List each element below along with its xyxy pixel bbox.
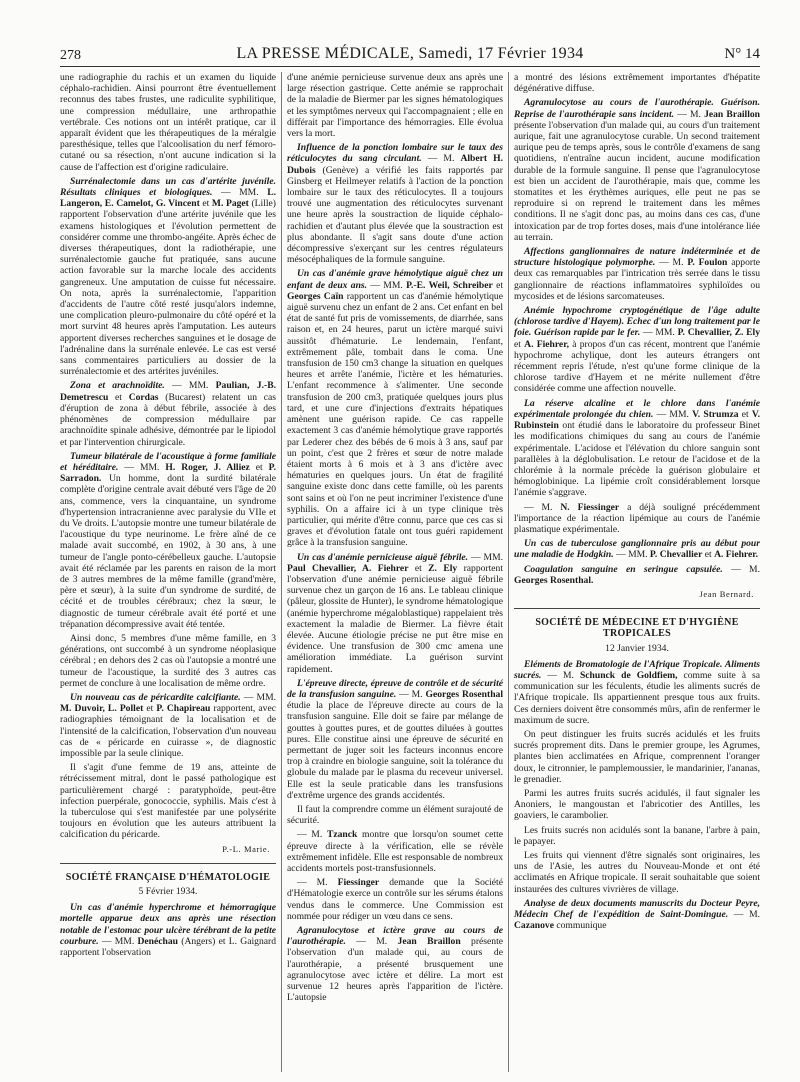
- article-title: Tumeur bilatérale de l'acoustique à forme familiale et héréditaire.: [60, 450, 276, 473]
- article-authors: A. Fiehrer,: [524, 338, 569, 350]
- article-title: Affections ganglionnaires de nature indéterminée et de structure histologique polymorphe.: [514, 246, 760, 269]
- issue-number: N° 14: [724, 46, 760, 62]
- article: [287, 925, 503, 1003]
- article: [514, 305, 760, 395]
- article: [60, 176, 276, 378]
- article-authors: Georges Rosenthal.: [514, 574, 594, 586]
- article-title: Surrénalectomie dans un cas d'artérite juvénile. Résultats cliniques et biologiques.: [60, 175, 276, 199]
- article-authors: L. Langeron, E. Camelot, G. Vincent: [60, 187, 276, 210]
- article: [287, 552, 503, 675]
- section-date: 5 Février 1934.: [138, 886, 198, 898]
- article-title: Un cas d'anémie pernicieuse aiguë fébrile.: [297, 551, 469, 563]
- separator: — MM.: [613, 549, 650, 561]
- article-authors: M. Duvoir, L. Pollet: [60, 703, 144, 715]
- separator: — M.: [728, 909, 760, 921]
- article-title: L'épreuve directe, épreuve de contrôle et de sécurité de la transfusion sanguine.: [287, 677, 503, 700]
- article-authors: M. Paget: [211, 198, 249, 210]
- column-1: [60, 72, 276, 1074]
- article-authors: H. Roger, J. Alliez: [165, 461, 250, 473]
- article-authors: Albert H. Dubois: [287, 153, 503, 176]
- separator: — M.: [541, 669, 580, 681]
- article-title: Anémie hypochrome cryptogénétique de l'âge adulte (chlorose tardive d'Hayem). Echec d'un long traitement par le foie. Guérison rapide par le fer.: [514, 305, 760, 339]
- article-text: a déjà souligné précédemment l'importance de la réaction lipémique au cours de l'anémie plasmatique expérimentale.: [514, 501, 760, 535]
- paragraph: une radiographie du rachis et un examen du liquide céphalo-rachidien. Ainsi pourront être éventuellement reconnus des tabes frustes, une radiculite syphilitique, une compression médullaire, une arthropathie vertébrale. Ces notions ont un intérêt pratique, car il apparaît évident que les thérapeutiques de la méralgie paresthésique, telles que l'alcoolisation du nerf fémoro-cutané ou sa résection, n'ont aucune indication si la cause de l'affection est d'origine radiculaire.: [60, 72, 276, 173]
- article-authors: P.-E. Weil, Schreiber: [406, 279, 493, 291]
- article: [514, 398, 760, 499]
- article-text: (Lille) rapportent l'observation d'une artérite juvénile que les examens histologiques et l'évolution permettent de considérer comme une thrombo-angéite. Après échec de diverses thérapeutiques, dont la radiothérapie, une surrénalectomie gauche fut pratiquée, sans aucune action favorable sur la marche locale des accidents gangreneux. Une amputation de cuisse fut nécessaire. On nota, après la surrénalectomie, l'apparition d'accidents de l'autre côté resté jusqu'alors indemne, une complication pleuro-pulmonaire du côté opéré et la mort survint 48 heures après l'amputation. Les auteurs apportent diverses recherches sanguines et le dosage de l'adrénaline dans la surrénale enlevée. Le cas est versé sans commentaires particuliers au dossier de la surrénalectomie et des artérites juvéniles.: [60, 198, 276, 378]
- article: [514, 659, 760, 726]
- separator: — M.: [674, 108, 705, 120]
- article: [514, 538, 760, 560]
- separator: — M.: [345, 936, 398, 948]
- article: [60, 380, 276, 447]
- article-authors: Georges Rosenthal: [425, 688, 503, 700]
- paragraph: Les fruits sucrés non acidulés sont la banane, l'arbre à pain, le papayer.: [514, 824, 760, 847]
- article-authors: N. Fiessinger: [560, 501, 620, 513]
- article-title: Coagulation sanguine en seringue capsulée.: [524, 563, 723, 575]
- column-2: [287, 72, 503, 1074]
- conjunction: et: [143, 703, 157, 715]
- article-authors: Cordas: [128, 391, 159, 403]
- conjunction: et: [702, 549, 715, 561]
- separator: — MM.: [98, 935, 138, 947]
- paragraph: a montré des lésions extrêmement importantes d'hépatite dégénérative diffuse.: [514, 72, 760, 95]
- page-header: [60, 44, 760, 67]
- article-text: étudie la place de l'épreuve directe au cours de la transfusion sanguine. Elle doit se faire par mélange de gouttes à gouttes pures, et de gouttes diluées à gouttes pures. Elle constitue ainsi une épreuve de sécurité en permettant de juger soit les facteurs inconnus encore trop à craindre en biologie sanguine, soit la tolérance du globule du malade par le plasma du receveur universel. Elle est la seule praticable dans les transfusions d'extrême urgence des grands accidentés.: [287, 700, 503, 801]
- article: [60, 902, 276, 958]
- article-authors: P. Foulon: [687, 257, 728, 269]
- separator: — MM.: [164, 380, 216, 392]
- separator: — MM.: [118, 461, 166, 473]
- paragraph: d'une anémie pernicieuse survenue deux ans après une large résection gastrique. Cette anémie se rapprochait de la maladie de Biermer par les signes hématologiques et les symptômes nerveux qui l'accompagnaient ; elle en différait par l'importance des hémorragies. Elle évolua vers la mort.: [287, 72, 503, 140]
- article-text: communique: [553, 920, 607, 932]
- separator: — MM.: [653, 408, 693, 420]
- article: [287, 877, 503, 922]
- article: [514, 898, 760, 932]
- article-authors: Schunck de Goldfiem,: [579, 669, 678, 681]
- article-text: (Genève) a vérifié les faits rapportés par Ginsberg et Heilmeyer relatifs à l'action de la ponction lombaire sur le taux des réticulocytes. Il a toujours trouvé une augmentation des réticulocytes survenant une heure après la soustraction de liquide céphalo-rachidien et d'autant plus élevée que la soustraction est plus abondante. Il s'agit sans doute d'une action décompressive s'exerçant sur les centres régulateurs mésocéphaliques de la formule sanguine.: [287, 164, 503, 266]
- article-title: Influence de la ponction lombaire sur le taux des réticulocytes du sang circulant.: [287, 142, 503, 165]
- article: [287, 268, 503, 548]
- paragraph: Ainsi donc, 5 membres d'une même famille, en 3 générations, ont succombé à un syndrome néoplasique cérébral ; en dehors des 2 cas où l'autopsie a montré une tumeur de l'acoustique, la surdité des 3 autres cas permet de conclure à une localisation de même ordre.: [60, 632, 276, 689]
- article: [287, 829, 503, 874]
- separator: — M.: [722, 563, 760, 575]
- article: [514, 246, 760, 302]
- article: [60, 692, 276, 759]
- conjunction: et: [408, 562, 429, 574]
- article-text: (Angers) et L. Gaignard rapportent l'observation: [60, 935, 276, 959]
- article-text: présente l'observation d'un malade qui, au cours d'un traitement aurique, fait une agranulocytose curable. Un second traitement aurique peu de temps après, sous le contrôle d'examens de sang quotidiens, n'entraîne aucun incident, aucune modification durable de la formule sanguine. Il pense que l'agranulocytose est bien un accident de l'aurothérapie, mais que, comme les stomatites et les érythèmes auriques, elle peut ne pas se reproduire si on reprend le traitement dans les mêmes conditions. Il ne s'agit donc pas, au moins dans ces cas, d'une intoxication par de trop fortes doses, mais d'une intolérance liée au terrain.: [514, 119, 760, 243]
- paragraph: Parmi les autres fruits sucrés acidulés, il faut signaler les Anoniers, le mangoustan et l'abricotier des Antilles, les goaviers, le carambolier.: [514, 787, 760, 822]
- article-title: Un cas d'anémie grave hémolytique aiguë chez un enfant de deux ans.: [287, 268, 503, 291]
- article-text: rapportent l'observation d'une anémie pernicieuse aiguë fébrile survenue chez un garçon de 16 ans. Le tableau clinique (pâleur, glossite de Hunter), le syndrome hématologique (anémie hyperchrome mégaloblastique) rappelaient très exactement la maladie de Biermer. La fièvre était élevée. Aucune étiologie précise ne put être mise en évidence. Une transfusion de 300 cmc amena une amélioration immédiate. La guérison survint rapidement.: [287, 562, 503, 675]
- section-heading: SOCIÉTÉ FRANÇAISE D'HÉMATOLOGIE: [60, 863, 276, 883]
- article: [287, 678, 503, 801]
- conjunction: et: [738, 408, 752, 420]
- article-text: demande que la Société d'Hématologie exerce un contrôle sur les sérums étalons vendus dans le commerce. Une Commission est nommée pour rédiger un vœu dans ce sens.: [287, 877, 503, 922]
- journal-title: LA PRESSE MÉDICALE, Samedi, 17 Février 1934: [236, 45, 584, 62]
- article-title: Un nouveau cas de péricardite calcifiante.: [70, 691, 241, 703]
- paragraph: Les fruits qui viennent d'être signalés sont originaires, les uns de l'Asie, les autres du Nouveau-Monde et ont été acclimatés en Afrique tropicale. Il serait souhaitable que soient instaurées des cultures vivrières de village.: [514, 850, 760, 895]
- column-rule: [281, 72, 282, 1072]
- article-text: à propos d'un cas récent, montrent que l'anémie hypochrome achylique, dont les auteurs étrangers ont récemment repris l'étude, n'est qu'une forme clinique de la chlorose tardive d'Hayem et ne mérite nullement d'être considérée comme une affection nouvelle.: [514, 338, 760, 395]
- conjunction: et: [514, 338, 525, 350]
- article-title: Un cas de tuberculose ganglionnaire pris au début pour une maladie de Hodgkin.: [514, 538, 760, 561]
- article-text: présente l'observation d'un malade qui, au cours de l'aurothérapie, a présenté brusquement une agranulocytose avec ictère et délire. La mort est survenue 12 heures après l'apparition de l'ictère. L'autopsie: [287, 936, 503, 1004]
- article: [514, 564, 760, 586]
- author-signature: P.-L. Marie.: [222, 843, 270, 854]
- column-3: [514, 72, 760, 1074]
- paragraph: Il faut la comprendre comme un élément surajouté de sécurité.: [287, 804, 503, 827]
- article-authors: P. Chapireau: [156, 703, 211, 715]
- article-title: La réserve alcaline et le chlore dans l'anémie expérimentale prolongée du chien.: [514, 397, 760, 420]
- separator: — MM.: [468, 551, 503, 563]
- article-authors: P. Sarradon.: [60, 461, 276, 485]
- article-authors: Tzanck: [326, 829, 358, 841]
- article-authors: Jean Braillon: [704, 108, 760, 120]
- section-date: 12 Janvier 1934.: [605, 642, 669, 654]
- article-authors: Paul Chevallier, A. Fiehrer: [287, 562, 409, 574]
- separator: — MM.: [240, 691, 276, 703]
- article-title: Agranulocytose et ictère grave au cours de l'aurothérapie.: [287, 925, 503, 948]
- article-authors: A. Fiehrer.: [714, 549, 759, 561]
- column-rule: [508, 72, 509, 1072]
- separator: — MM.: [212, 187, 268, 199]
- article: [287, 142, 503, 265]
- article-title: Un cas d'anémie hyperchrome et hémorragique mortelle apparue deux ans après une résection notable de l'estomac pour ulcère térébrant de la petite courbure.: [60, 902, 276, 947]
- conjunction: et: [108, 391, 129, 403]
- article-title: Zona et arachnoïdite.: [70, 380, 165, 392]
- article-authors: Z. Ely: [428, 562, 458, 574]
- paragraph: Il s'agit d'une femme de 19 ans, atteinte de rétrécissement mitral, dont le passé pathologique est particulièrement chargé : paratyphoïde, peut-être infection puerpérale, gonococcie, syphilis. Mais c'est à la tuberculose qui s'est manifestée par une polysérite toujours en évolution que les auteurs attribuent la calcification du péricarde.: [60, 762, 276, 841]
- article-authors: P. Chevallier: [649, 549, 703, 561]
- section-heading: SOCIÉTÉ DE MÉDECINE ET D'HYGIÈNE TROPICALES: [514, 608, 760, 639]
- article-text: (Bucarest) relatent un cas d'éruption de zona à début fébrile, associée à des phénomènes de compression médullaire par arachnoïdite spinale adhésive, démontrée par le lipiodol et par l'intervention chirurgicale.: [60, 391, 276, 448]
- article-text: rapportent, avec radiographies témoignant de la localisation et de l'intensité de la calcification, l'observation d'un nouveau cas de « péricarde en cuirasse », de diagnostic impossible par la seule clinique.: [60, 703, 276, 759]
- article-authors: Georges Caïn: [287, 290, 344, 302]
- separator: — MM.: [640, 327, 678, 339]
- article-authors: Cazanove: [514, 920, 554, 932]
- separator: — M.: [396, 688, 426, 700]
- article: [514, 97, 760, 243]
- article-text: comme suite à sa communication sur les féculents, étudie les aliments sucrés de l'Afrique tropicale. Ils appartiennent presque tous aux fruits. Ces derniers doivent être consommés mûrs, afin de renfermer le maximum de sucre.: [514, 669, 760, 726]
- article: [514, 502, 760, 536]
- page-number: 278: [60, 48, 81, 63]
- separator: — M.: [297, 877, 338, 889]
- article-title: Analyse de deux documents manuscrits du Docteur Peyre, Médecin Chef de l'expédition de Saint-Domingue.: [514, 897, 760, 921]
- conjunction: et: [492, 279, 503, 291]
- article-text: ont étudié dans le laboratoire du professeur Binet les modifications chimiques du sang au cours de l'anémie expérimentale. L'acidose et l'élévation du chlore sanguin sont parallèles à la déglobulisation. Le retour de l'acidose et de la chlorémie à la normale précède la guérison globulaire et hémoglobinique. La lipémie croît considérablement lorsque l'anémie s'aggrave.: [514, 420, 760, 499]
- article-authors: V. Strumza: [692, 408, 739, 420]
- conjunction: et: [199, 198, 212, 210]
- article-authors: Fiessinger: [337, 877, 380, 889]
- separator: — M.: [297, 829, 327, 841]
- article-text: rapportent un cas d'anémie hémolytique aiguë survenu chez un enfant de 2 ans. Cet enfant en bel état de santé fut pris de vomissements, de diarrhée, sans raison et, en 24 heures, parut un ictère marqué suivi aussitôt d'hématurie. Le lendemain, l'enfant, extrêmement pâle, tombait dans le coma. Une transfusion de 150 cm3 change la situation en quelques heures et arrête l'anémie, l'ictère et les hématuries. L'enfant recommence à s'alimenter. Une seconde transfusion de 200 cm3, pratiquée quelques jours plus tard, et une cure d'injections d'extraits hépatiques amènent une guérison rapide. Ce cas rappelle exactement 3 cas d'anémie hémolytique grave rapportés par Lederer chez des bébés de 6 mois à 3 ans, sauf par un point, c'est que 2 frères et sœur de notre malade étaient morts à 6 mois et à 3 ans d'ictère avec hématuries en quelques jours. Un état de fragilité sanguine existe donc dans cette famille, où les parents sont sains et où l'on ne peut incriminer l'existence d'une syphilis. On a affaire ici à un type clinique très particulier, qui mérite d'être connu, parce que ces cas si graves et d'évolution fatale ont tous guéri rapidement grâce à la transfusion sanguine.: [287, 290, 503, 549]
- article-text: apporte deux cas remarquables par l'intrication très serrée dans le tissu ganglionnaire de réactions inflammatoires syphiloïdes ou mycosides et de lésions sarcomateuses.: [514, 257, 760, 302]
- article-text: Un homme, dont la surdité bilatérale complète d'origine centrale avait débuté vers l'âge de 20 ans, commence, vers la cinquantaine, un syndrome d'hypertension intracranienne avec paralysie du VIIe et du Ve droits. L'autopsie montre une tumeur bilatérale de l'acoustique du type neurinome. Le frère aîné de ce malade avait succombé, en 1902, à 30 ans, à une tumeur de l'angle ponto-cérébelleux gauche. L'autopsie avait été réclamée par les parents en raison de la mort de 3 autres membres de la même famille (grand'mère, père et sœur), à la suite d'un syndrome de surdité, de cécité et de troubles cérébraux; chez la sœur, le diagnostic de tumeur cérébrale avait été porté et une trépanation décompressive avait été tentée.: [60, 473, 276, 630]
- article-authors: P. Chevallier, Z. Ely: [677, 327, 760, 339]
- article-authors: V. Rubinstein: [514, 408, 760, 432]
- article-authors: Jean Braillon: [397, 936, 461, 948]
- article-authors: Paulian, J.-B. Demetrescu: [60, 380, 276, 403]
- conjunction: et: [249, 461, 269, 473]
- author-signature: Jean Bernard.: [699, 588, 754, 599]
- article-text: montre que lorsqu'on soumet cette épreuve directe à la vérification, elle se révèle extrêmement infidèle. Elle est responsable de nombreux accidents mortels post-transfusionnels.: [287, 829, 503, 875]
- article-title: Eléments de Bromatologie de l'Afrique Tropicale. Aliments sucrés.: [514, 658, 760, 681]
- article: [60, 451, 276, 630]
- separator: — MM.: [367, 279, 407, 291]
- article-authors: Denéchau: [137, 935, 178, 947]
- separator: — M.: [524, 501, 561, 513]
- article-title: Agranulocytose au cours de l'aurothérapie. Guérison. Reprise de l'aurothérapie sans incident.: [514, 97, 760, 120]
- separator: — M.: [655, 257, 688, 269]
- separator: — M.: [421, 153, 461, 165]
- paragraph: On peut distinguer les fruits sucrés acidulés et les fruits sucrés proprement dits. Dans le premier groupe, les Agrumes, plantes bien acclimatées en Afrique, comprennent l'oranger doux, le citronnier, le pamplemoussier, le mandarinier, l'ananas, le grenadier.: [514, 728, 760, 785]
